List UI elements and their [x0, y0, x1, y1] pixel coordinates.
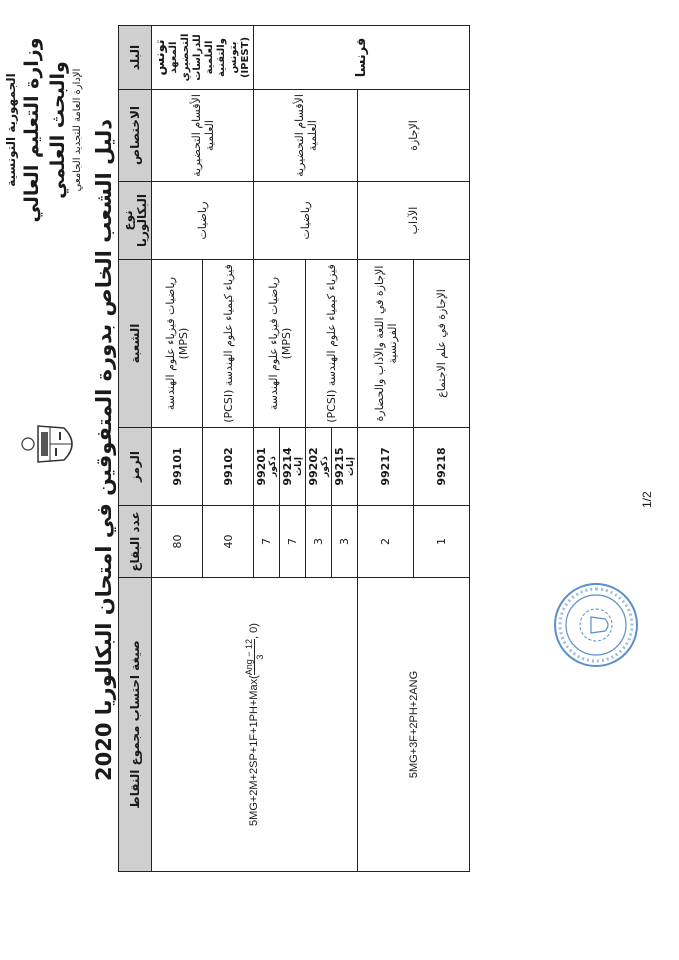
branch-cell: الإجازة في علم الاجتماع — [414, 260, 470, 428]
formula-fraction: Ang − 12 3 — [244, 638, 265, 676]
code-cell: 99201 ذكور — [254, 428, 280, 506]
seats-cell: 80 — [152, 506, 203, 578]
branches-table — [118, 25, 470, 872]
col-formula: صيغة احتساب مجموع النقاط — [119, 578, 152, 872]
table-row — [358, 26, 414, 872]
col-seats: عدد البقاع — [119, 506, 152, 578]
code-cell: 99101 — [152, 428, 203, 506]
formula-cell-sciences — [152, 578, 358, 872]
direction-name: الإدارة العامة للتجديد الجامعي — [72, 68, 83, 192]
formula-sciences: 5MG+2M+2SP+1F+1PH+Max( Ang − 12 3 , 0) — [244, 623, 265, 826]
code-cell: 99214 إناث — [280, 428, 306, 506]
branch-cell: رياضيات فيزياء علوم الهندسة (MPS) — [254, 260, 306, 428]
code-cell: 99102 — [203, 428, 254, 506]
code-cell: 99215 إناث — [332, 428, 358, 506]
gender-label: إناث — [346, 457, 356, 476]
country-tunisia: تونس — [153, 39, 168, 76]
branch-cell: رياضيات فيزياء علوم الهندسة (MPS) — [152, 260, 203, 428]
table-header-row — [119, 26, 152, 872]
col-bac-type: نوع البكالوريا — [119, 182, 152, 260]
ministry-name-line2: والبحث العلمي — [47, 61, 69, 199]
country-cell — [152, 26, 254, 90]
code-cell: 99218 — [414, 428, 470, 506]
page-title: دليل الشعب الخاص بدورة المتفوقين في امتحان البكالوريا 2020 — [92, 119, 116, 781]
gender-label: ذكور — [320, 456, 330, 477]
republic-name: الجمهورية التونسية — [4, 73, 18, 187]
branch-cell: فيزياء كيمياء علوم الهندسة (PCSI) — [306, 260, 358, 428]
col-code: الرمز — [119, 428, 152, 506]
coat-of-arms-icon — [20, 418, 82, 470]
code-cell: 99202 ذكور — [306, 428, 332, 506]
bac-type-cell: رياضيات — [254, 182, 358, 260]
branch-cell: الإجازة في اللغة والآداب والحضارة الفرنسية — [358, 260, 414, 428]
seats-cell: 3 — [306, 506, 332, 578]
bac-type-cell: رياضيات — [152, 182, 254, 260]
country-cell — [254, 26, 470, 90]
seats-cell: 3 — [332, 506, 358, 578]
letterhead — [0, 30, 83, 230]
country-france: فرنسا — [354, 37, 369, 78]
seats-cell: 2 — [358, 506, 414, 578]
seats-cell: 40 — [203, 506, 254, 578]
specialty-cell: الأقسام التحضيرية العلمية — [254, 90, 358, 182]
institution-name: المعهد التحضيري للدراسات العلمية والتقنية بتونس (IPEST) — [168, 33, 251, 82]
col-country: البلد — [119, 26, 152, 90]
seats-cell: 7 — [280, 506, 306, 578]
page-number: 1/2 — [640, 491, 654, 508]
ministry-name-line1: وزارة التعليم العالي — [21, 37, 43, 223]
seats-cell: 7 — [254, 506, 280, 578]
seats-cell: 1 — [414, 506, 470, 578]
col-specialty: الاختصاص — [119, 90, 152, 182]
gender-label: إناث — [294, 457, 304, 476]
branch-cell: فيزياء كيمياء علوم الهندسة (PCSI) — [203, 260, 254, 428]
col-branch: الشعبة — [119, 260, 152, 428]
specialty-cell: الإجازة — [358, 90, 470, 182]
formula-cell-letters — [358, 578, 470, 872]
bac-type-cell: الآداب — [358, 182, 470, 260]
code-cell: 99217 — [358, 428, 414, 506]
official-stamp-icon — [553, 582, 639, 668]
formula-letters: 5MG+3F+2PH+2ANG — [408, 670, 420, 779]
specialty-cell: الأقسام التحضيرية العلمية — [152, 90, 254, 182]
gender-label: ذكور — [268, 456, 278, 477]
table-row — [152, 26, 203, 872]
